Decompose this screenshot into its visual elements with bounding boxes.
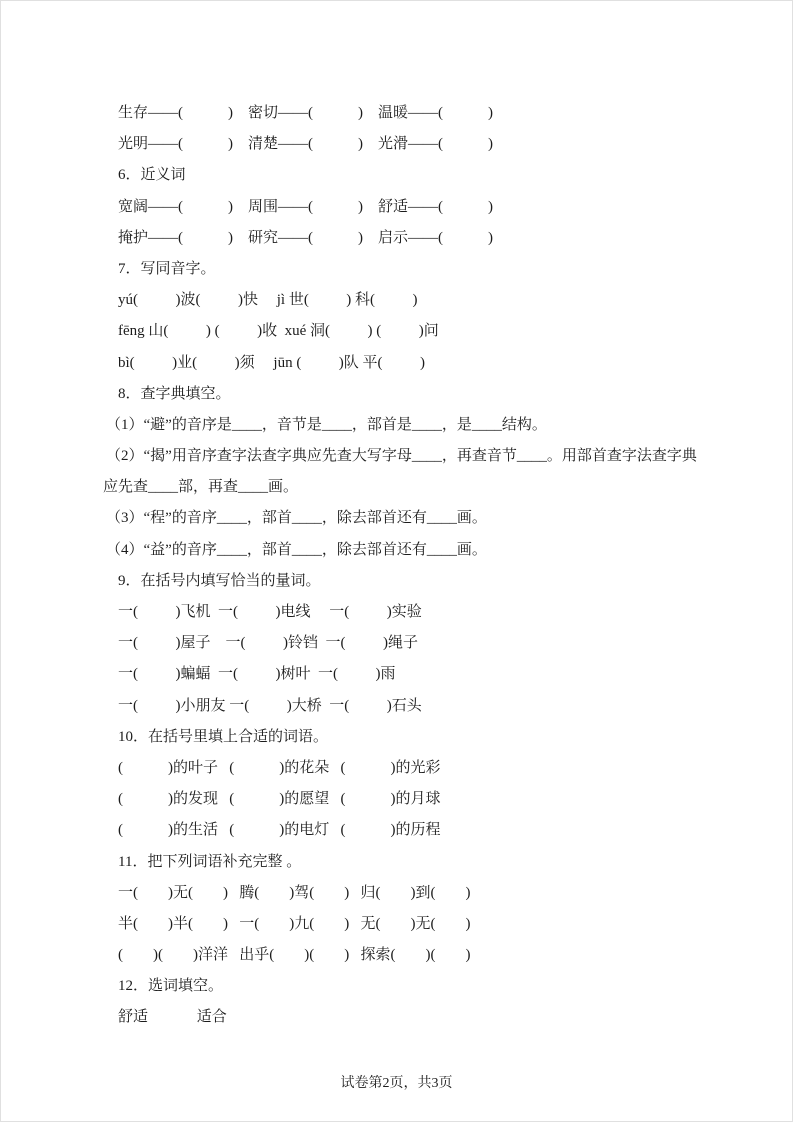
q12-title: 12．选词填空。 [118, 978, 224, 995]
q6-row-2: 掩护——( ) 研究——( ) 启示——( ) [118, 229, 493, 246]
q10-row-3: ( )的生活 ( )的电灯 ( )的历程 [118, 822, 441, 839]
q11-row-2: 半( )半( ) 一( )九( ) 无( )无( ) [118, 915, 471, 932]
q7-title: 7．写同音字。 [118, 260, 216, 277]
q6-title: 6．近义词 [118, 167, 186, 184]
q9-row-2: 一( )屋子 一( )铃铛 一( )绳子 [118, 635, 418, 652]
q11-title: 11．把下列词语补充完整 。 [118, 853, 302, 870]
q5-row-2: 光明——( ) 清楚——( ) 光滑——( ) [118, 136, 493, 153]
exam-content [103, 98, 722, 1034]
q9-title: 9．在括号内填写恰当的量词。 [118, 572, 321, 589]
page-footer: 试卷第2页，共3页 [340, 1076, 453, 1091]
q9-row-3: 一( )蝙蝠 一( )树叶 一( )雨 [118, 666, 396, 683]
q6-row-1: 宽阔——( ) 周围——( ) 舒适——( ) [118, 198, 493, 215]
q10-row-1: ( )的叶子 ( )的花朵 ( )的光彩 [118, 759, 441, 776]
q8-item-2: （2）“揭”用音序查字法查字典应先查大写字母____，再查音节____。用部首查字法查字典 [106, 448, 697, 465]
q8-item-2-cont: 应先查____部，再查____画。 [103, 479, 299, 496]
q9-row-1: 一( )飞机 一( )电线 一( )实验 [118, 604, 422, 620]
q11-row-3: ( )( )洋洋 出乎( )( ) 探索( )( ) [118, 947, 471, 964]
q8-item-4: （4）“益”的音序____，部首____，除去部首还有____画。 [106, 541, 487, 558]
q8-item-3: （3）“程”的音序____，部首____，除去部首还有____画。 [106, 510, 487, 527]
q5-row-1: 生存——( ) 密切——( ) 温暖——( ) [118, 105, 493, 121]
q11-row-1: 一( )无( ) 腾( )驾( ) 归( )到( ) [118, 884, 471, 901]
q7-row-3: bì( )业( )须 jūn ( )队 平( ) [118, 354, 426, 371]
q9-row-4: 一( )小朋友 一( )大桥 一( )石头 [118, 697, 422, 714]
q8-title: 8．查字典填空。 [118, 385, 231, 402]
q10-row-2: ( )的发现 ( )的愿望 ( )的月球 [118, 791, 441, 808]
q12-word-options: 舒适 适合 [118, 1009, 227, 1026]
q7-row-2: fēng 山( ) ( )收 xué 洞( ) ( )问 [118, 323, 439, 340]
q7-row-1: yú( )波( )快 jì 世( ) 科( ) [118, 292, 418, 309]
q8-item-1: （1）“避”的音序是____，音节是____，部首是____，是____结构。 [106, 416, 547, 433]
q10-title: 10．在括号里填上合适的词语。 [118, 728, 329, 745]
